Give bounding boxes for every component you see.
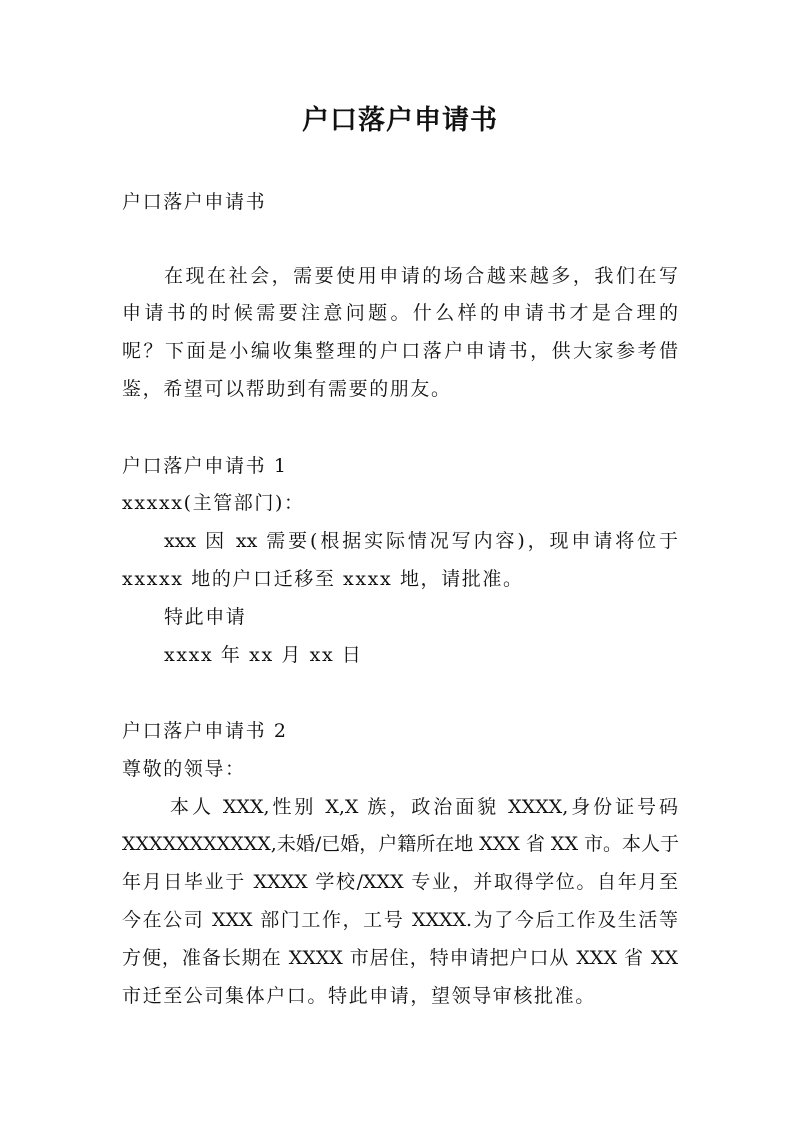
section1-body-line: xxxxx 地的户口迁移至 xxxx 地，请批准。 — [122, 568, 524, 590]
section1-closing: 特此申请 — [164, 606, 247, 628]
section2-heading: 户口落户申请书 2 — [122, 720, 288, 742]
section2-body-line: 市迁至公司集体户口。特此申请，望领导审核批准。 — [122, 985, 596, 1007]
intro-line: 在现在社会，需要使用申请的场合越来越多，我们在写 — [164, 265, 678, 287]
section2-salutation: 尊敬的领导： — [122, 758, 246, 780]
section2-body-line: 本人 XXX,性别 X,X 族，政治面貌 XXXX,身份证号码 — [170, 796, 678, 818]
section2-body-line: 方便，准备长期在 XXXX 市居住，特申请把户口从 XXX 省 XX — [122, 947, 678, 969]
section2-body-line: 年月日毕业于 XXXX 学校/XXX 专业，并取得学位。自年月至 — [122, 871, 678, 893]
section1-salutation: xxxxx(主管部门)： — [122, 492, 305, 514]
section2-body-line: 今在公司 XXX 部门工作，工号 XXXX.为了今后工作及生活等 — [122, 909, 678, 931]
section1-heading: 户口落户申请书 1 — [122, 455, 288, 477]
intro-line: 申请书的时候需要注意问题。什么样的申请书才是合理的 — [122, 302, 678, 324]
intro-line: 呢？下面是小编收集整理的户口落户申请书，供大家参考借 — [122, 340, 678, 362]
section2-body-line: XXXXXXXXXXX,未婚/已婚，户籍所在地 XXX 省 XX 市。本人于 — [122, 833, 680, 855]
document-title: 户口落户申请书 — [302, 105, 498, 136]
intro-line: 鉴，希望可以帮助到有需要的朋友。 — [122, 378, 452, 400]
section1-body-line: xxx 因 xx 需要(根据实际情况写内容)，现申请将位于 — [164, 530, 678, 552]
section1-date: xxxx 年 xx 月 xx 日 — [164, 644, 363, 666]
document-subtitle: 户口落户申请书 — [122, 191, 267, 213]
